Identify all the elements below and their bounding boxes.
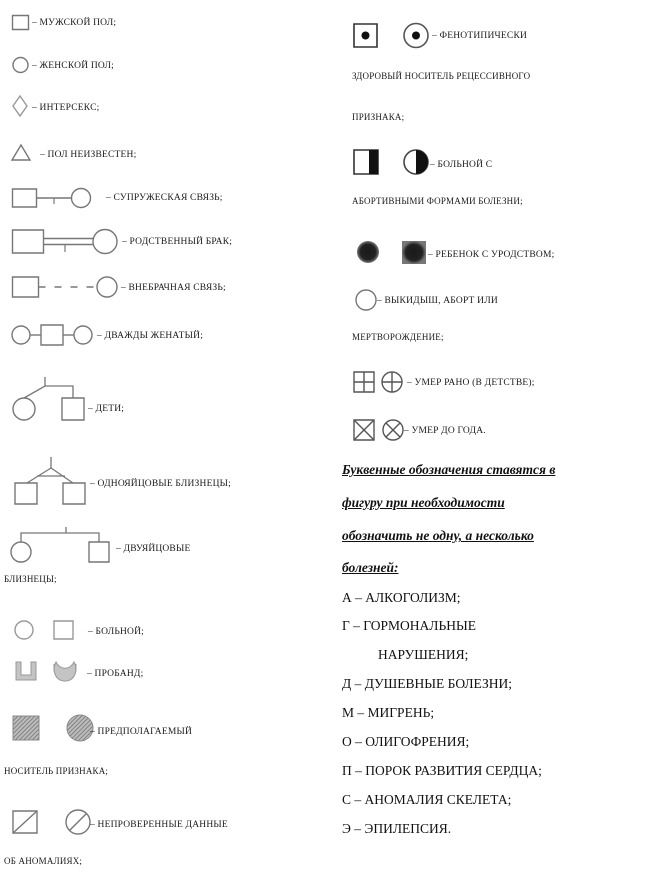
note-line-4: болезней: [342, 560, 399, 575]
label-deformity: – РЕБЕНОК С УРОДСТВОМ; [428, 250, 555, 260]
abbreviation-item: П – ПОРОК РАЗВИТИЯ СЕРДЦА; [342, 763, 542, 778]
abbreviation-item: С – АНОМАЛИЯ СКЕЛЕТА; [342, 792, 512, 807]
note-line-1: Буквенные обозначения ставятся в [342, 462, 556, 477]
label-fraternal-twins: – ДВУЯЙЦОВЫЕ [116, 544, 191, 554]
note-line-3: обозначить не одну, а несколько [342, 528, 534, 543]
label-unknown-sex: – ПОЛ НЕИЗВЕСТЕН; [40, 150, 137, 160]
label-miscarriage: – ВЫКИДЫШ, АБОРТ ИЛИ [377, 296, 498, 306]
marriage-line-icon [11, 186, 101, 210]
label-male: – МУЖСКОЙ ПОЛ; [32, 18, 117, 28]
label-carrier-cont: ЗДОРОВЫЙ НОСИТЕЛЬ РЕЦЕССИВНОГО [352, 71, 531, 81]
unverified-slashed-icon [11, 808, 101, 838]
label-consanguineous: – РОДСТВЕННЫЙ БРАК; [122, 237, 233, 247]
carrier-dot-icon [352, 22, 442, 52]
abbreviation-item: О – ОЛИГОФРЕНИЯ; [342, 734, 470, 749]
note-line-2: фигуру при необходимости [342, 495, 505, 510]
label-identical-twins: – ОДНОЯЙЦОВЫЕ БЛИЗНЕЦЫ; [90, 479, 231, 489]
label-intersex: – ИНТЕРСЕКС; [32, 103, 100, 113]
label-miscarriage-cont: МЕРТВОРОЖДЕНИЕ; [352, 332, 444, 342]
abbreviation-item: НАРУШЕНИЯ; [378, 647, 469, 662]
label-marriage: – СУПРУЖЕСКАЯ СВЯЗЬ; [106, 193, 223, 203]
label-twice-married: – ДВАЖДЫ ЖЕНАТЫЙ; [97, 331, 204, 341]
affected-symbols-icon [14, 618, 84, 642]
label-proband: – ПРОБАНД; [87, 669, 144, 679]
abbreviation-item: Д – ДУШЕВНЫЕ БОЛЕЗНИ; [342, 676, 512, 691]
label-presumed-carrier-cont: НОСИТЕЛЬ ПРИЗНАКА; [4, 766, 109, 776]
label-female: – ЖЕНСКОЙ ПОЛ; [32, 61, 114, 71]
consanguineous-marriage-icon [11, 227, 121, 257]
label-carrier: – ФЕНОТИПИЧЕСКИ [432, 31, 528, 41]
label-children: – ДЕТИ; [88, 404, 125, 414]
identical-twins-icon [11, 456, 101, 506]
label-presumed-carrier: – ПРЕДПОЛАГАЕМЫЙ [90, 727, 193, 737]
label-unverified-cont: ОБ АНОМАЛИЯХ; [4, 856, 83, 866]
abbreviation-item: М – МИГРЕНЬ; [342, 705, 435, 720]
label-abortive-cont: АБОРТИВНЫМИ ФОРМАМИ БОЛЕЗНИ; [352, 196, 523, 206]
label-extramarital: – ВНЕБРАЧНАЯ СВЯЗЬ; [121, 283, 226, 293]
female-circle-icon [11, 56, 33, 74]
abbreviation-item: Г – ГОРМОНАЛЬНЫЕ [342, 618, 476, 633]
presumed-carrier-hatched-icon [11, 714, 101, 744]
abbreviation-item: А – АЛКОГОЛИЗМ; [342, 590, 461, 605]
label-affected: – БОЛЬНОЙ; [88, 627, 145, 637]
label-died-early: – УМЕР РАНО (В ДЕТСТВЕ); [407, 378, 535, 388]
label-carrier-cont2: ПРИЗНАКА; [352, 112, 405, 122]
unknown-sex-triangle-icon [11, 143, 35, 163]
label-unverified: – НЕПРОВЕРЕННЫЕ ДАННЫЕ [90, 820, 228, 830]
extramarital-dashed-icon [11, 274, 121, 300]
male-square-icon [11, 14, 33, 32]
label-fraternal-twins-cont: БЛИЗНЕЦЫ; [4, 574, 57, 584]
proband-symbols-icon [14, 660, 84, 684]
abortive-half-filled-icon [352, 148, 442, 178]
fraternal-twins-icon [11, 526, 121, 566]
label-abortive: – БОЛЬНОЙ С [430, 160, 493, 170]
intersex-diamond-icon [11, 95, 33, 119]
label-died-infant: – УМЕР ДО ГОДА. [404, 426, 486, 436]
abbreviation-item: Э – ЭПИЛЕПСИЯ. [342, 821, 452, 836]
children-sibship-icon [11, 376, 101, 428]
